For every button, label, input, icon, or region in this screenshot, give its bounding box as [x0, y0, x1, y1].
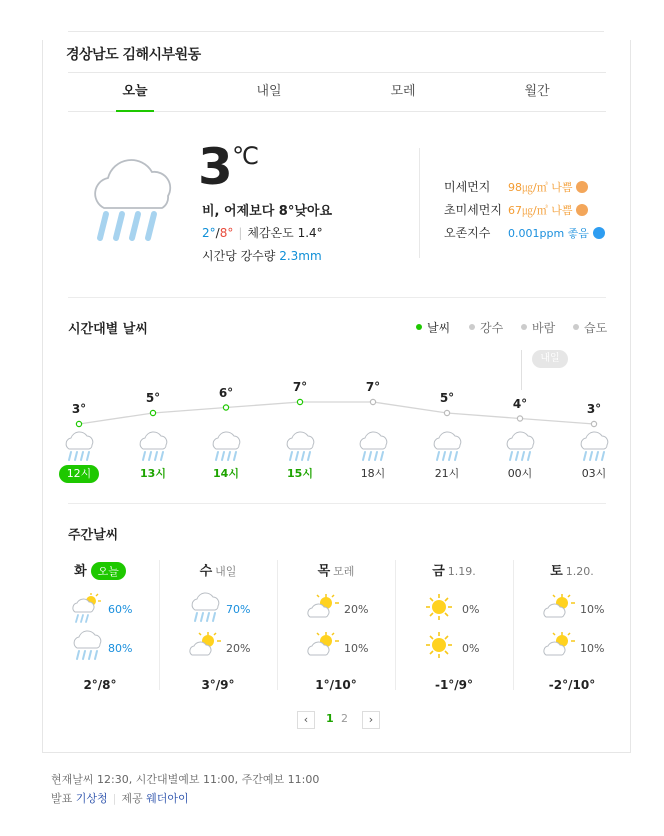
hour-temp: 7° — [292, 380, 308, 394]
tab-monthly[interactable]: 월간 — [524, 84, 550, 99]
precip-chance: 80% — [108, 642, 133, 655]
bad-face-icon — [576, 204, 588, 216]
temp-point — [517, 416, 522, 421]
tab-day-after[interactable]: 모레 — [390, 84, 416, 99]
hour-label: 13시 — [140, 467, 166, 480]
cloud-rain-icon — [86, 150, 176, 250]
weather-desc: 비, 어제보다 8°낮아요 — [202, 204, 332, 219]
bad-face-icon — [576, 181, 588, 193]
hour-label: 12시 — [59, 465, 99, 483]
temp-point — [223, 405, 228, 410]
day-name: 금 — [432, 564, 445, 579]
air-label: 오존지수 — [444, 226, 491, 240]
rain-icon — [503, 431, 537, 469]
column-divider — [159, 560, 160, 690]
sun-icon — [424, 592, 454, 626]
source-info: 발표 기상청 | 제공 웨더아이 — [51, 792, 189, 805]
day-header — [159, 560, 277, 579]
precip-chance: 60% — [108, 603, 133, 616]
temp-point — [444, 410, 449, 415]
sun-cloud-icon — [306, 630, 340, 664]
day-temp: -1°/9° — [434, 678, 474, 692]
precip-chance: 0% — [462, 642, 480, 655]
legend-wind[interactable] — [521, 319, 555, 336]
sun-icon — [424, 630, 454, 664]
day-temp: 3°/9° — [201, 678, 235, 692]
temp-point — [591, 421, 596, 426]
hour-temp: 3° — [71, 402, 87, 416]
rain-icon — [577, 431, 611, 469]
min-max-temp: 2°/8° | 체감온도 1.4° — [202, 226, 323, 240]
sun-cloud-icon — [306, 592, 340, 626]
tab-tomorrow[interactable]: 내일 — [256, 84, 282, 99]
prev-page-button[interactable]: ‹ — [297, 711, 315, 729]
day-sub: 1.19. — [447, 565, 476, 578]
air-value: 0.001ppm 좋음 — [508, 227, 589, 240]
temp-point — [297, 399, 302, 404]
hour-label: 14시 — [213, 467, 239, 480]
rain-icon — [209, 431, 243, 469]
good-face-icon — [593, 227, 605, 239]
legend-humidity[interactable] — [573, 319, 607, 336]
precip-chance: 10% — [580, 642, 605, 655]
column-divider — [513, 560, 514, 690]
page-1[interactable]: 1 — [326, 712, 334, 725]
legend-weather[interactable] — [416, 319, 450, 336]
legend-label: 습도 — [584, 321, 608, 335]
weekly-title: 주간날씨 — [68, 528, 119, 543]
feels-label: 체감온도 — [247, 226, 294, 240]
location-title[interactable]: 경상남도 김해시부원동 — [66, 47, 201, 63]
day-tabs — [68, 72, 606, 112]
rain-icon — [430, 431, 464, 469]
air-value: 67㎍/㎥ 나쁨 — [508, 204, 573, 217]
rain-icon — [70, 630, 104, 668]
temp-unit: ℃ — [232, 142, 259, 170]
day-header — [513, 560, 631, 579]
column-divider — [395, 560, 396, 690]
publisher-link[interactable]: 기상청 — [75, 792, 108, 805]
rain-label: 시간당 강수량 — [202, 249, 276, 263]
page-2[interactable]: 2 — [341, 712, 348, 725]
section-divider — [68, 503, 606, 504]
precip-chance: 0% — [462, 603, 480, 616]
day-sub: 내일 — [215, 565, 237, 578]
feels-temp: 1.4° — [297, 226, 323, 240]
temp-point — [150, 410, 155, 415]
sun-rain-icon — [70, 592, 104, 630]
hour-label: 15시 — [287, 467, 313, 480]
top-divider — [68, 31, 604, 32]
air-fine-dust[interactable] — [444, 178, 588, 195]
day-temp: 1°/10° — [315, 678, 357, 692]
day-name: 수 — [199, 564, 213, 579]
day-sub: 모레 — [333, 565, 355, 578]
day-header — [395, 560, 513, 579]
legend-label: 날씨 — [427, 321, 451, 335]
update-times: 현재날씨 12:30, 시간대별예보 11:00, 주간예보 11:00 — [51, 773, 320, 786]
divider — [419, 148, 420, 258]
precip-chance: 70% — [226, 603, 251, 616]
legend-precip[interactable] — [469, 319, 503, 336]
hourly-temp-graph — [0, 380, 664, 440]
legend-label: 바람 — [532, 321, 556, 335]
day-name: 화 — [74, 564, 87, 579]
air-value: 98㎍/㎥ 나쁨 — [508, 181, 573, 194]
column-divider — [277, 560, 278, 690]
tab-today[interactable]: 오늘 — [68, 73, 202, 111]
hour-label: 00시 — [507, 467, 533, 480]
hour-temp: 5° — [145, 391, 161, 405]
current-temp: 3 — [198, 138, 231, 196]
air-ozone[interactable] — [444, 224, 605, 241]
day-header — [277, 560, 395, 579]
rain-icon — [136, 431, 170, 469]
hour-label: 21시 — [434, 467, 460, 480]
precip-chance: 20% — [226, 642, 251, 655]
hour-temp: 3° — [586, 402, 602, 416]
tomorrow-badge: 내일 — [532, 350, 568, 368]
temp-point — [370, 399, 375, 404]
min-temp: 2° — [202, 226, 216, 240]
day-name: 목 — [317, 564, 331, 579]
hour-temp: 5° — [439, 391, 455, 405]
rain-value: 2.3mm — [279, 249, 322, 263]
provider-label: 제공 — [121, 792, 143, 805]
air-label: 초미세먼지 — [444, 203, 502, 217]
precip-chance: 10% — [580, 603, 605, 616]
rain-icon — [283, 431, 317, 469]
temp-point — [76, 421, 81, 426]
hour-temp: 4° — [512, 396, 528, 411]
hour-temp: 6° — [218, 385, 234, 400]
day-name: 토 — [550, 564, 563, 579]
day-temp: -2°/10° — [548, 678, 596, 692]
hour-temp: 7° — [365, 380, 381, 394]
sun-cloud-icon — [188, 630, 222, 664]
publisher-label: 발표 — [51, 792, 73, 805]
sun-cloud-icon — [542, 630, 576, 664]
next-page-button[interactable]: › — [362, 711, 380, 729]
precip-chance: 20% — [344, 603, 369, 616]
hour-label: 18시 — [360, 467, 386, 480]
today-badge: 오늘 — [91, 562, 126, 580]
hourly-title: 시간대별 날씨 — [68, 322, 148, 337]
air-ultra-fine-dust[interactable] — [444, 201, 588, 218]
sun-cloud-icon — [542, 592, 576, 626]
section-divider — [68, 297, 606, 298]
precip-chance: 10% — [344, 642, 369, 655]
rainfall — [202, 247, 322, 264]
rain-icon — [62, 431, 96, 469]
rain-icon — [356, 431, 390, 469]
rain-icon — [188, 592, 222, 630]
day-temp: 2°/8° — [83, 678, 117, 692]
provider-link[interactable]: 웨더아이 — [146, 792, 189, 805]
air-label: 미세먼지 — [444, 180, 491, 194]
day-sub: 1.20. — [565, 565, 594, 578]
legend-label: 강수 — [480, 321, 504, 335]
hour-label: 03시 — [581, 467, 607, 480]
max-temp: 8° — [219, 226, 234, 240]
day-header — [41, 560, 159, 580]
